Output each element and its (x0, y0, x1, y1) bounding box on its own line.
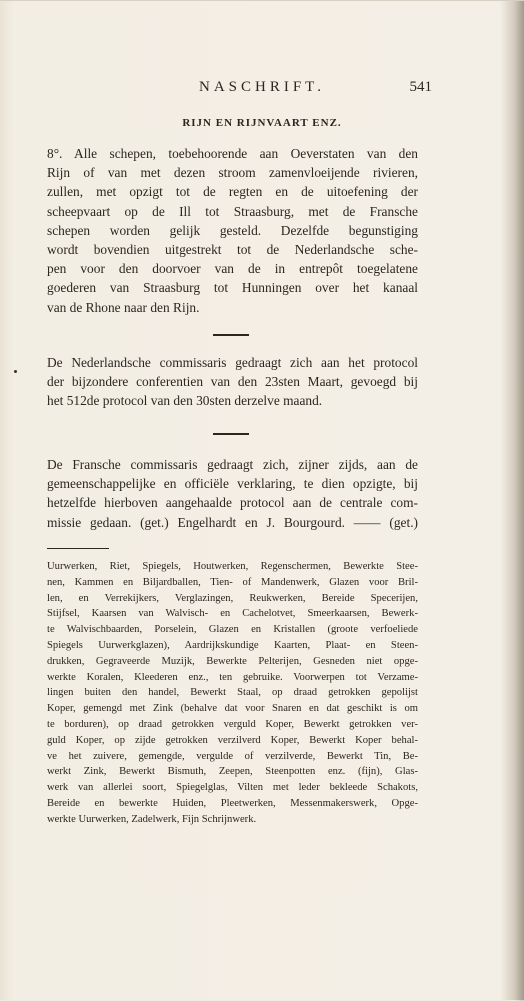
text-line: gemeenschappelijke en officiële verklaring, te dien opzigte, bij (47, 476, 418, 492)
text-line: goederen van Straasburg tot Hunningen over het kanaal (47, 280, 418, 296)
footnote-line: nen, Kammen en Biljardballen, Tien- of Mandenwerk, Glazen voor Bril- (47, 576, 418, 588)
footnote-line: Bereide en bewerkte Huiden, Pleetwerken, Messenmakerswerk, Opge- (47, 797, 418, 809)
section-divider (213, 334, 249, 336)
footnote-line: te borduren), op draad getrokken verguld Koper, Bewerkt getrokken ver- (47, 718, 418, 730)
text-line: 8°. Alle schepen, toebehoorende aan Oeverstaten van den (47, 146, 418, 161)
footnote-line: Spiegels Uurwerkglazen), Aardrijkskundige Kaarten, Plaat- en Steen- (47, 639, 418, 651)
text-line: hetzelfde hierboven aangehaalde protocol aan de centrale com- (47, 495, 418, 511)
footnote-line: werk van allerlei soort, Spiegelglas, Vilten met leder bekleede Schakots, (47, 782, 418, 794)
text-line: wordt bovendien uitgestrekt tot de Nederlandsche sche- (47, 242, 418, 258)
footnote-line: werkte Uurwerken, Zadelwerk, Fijn Schrijnwerk. (47, 813, 257, 825)
footnote-line: ve het zuivere, gemengde, vergulde of verzilverde, Bewerkt Tin, Be- (47, 750, 418, 762)
footnote-line: werkt Zink, Bewerkt Bismuth, Zeepen, Steenpotten enz. (fijn), Glas- (47, 766, 418, 778)
running-title: NASCHRIFT. (199, 79, 325, 95)
section-divider (213, 433, 249, 435)
text-line: Rijn of van met dezen stroom zamenvloeijende rivieren, (47, 165, 418, 181)
paragraph-french-commissioner (47, 455, 418, 532)
footnote-line: lingen buiten den handel, Bewerkt Staal, op draad getrokken gepolijst (47, 687, 418, 699)
running-header (0, 79, 524, 101)
footnote (47, 559, 418, 828)
text-line: het 512de protocol van den 30sten derzelve maand. (47, 393, 323, 409)
footnote-line: guld Koper, op zijde getrokken verzilverd Koper, Bewerkt Koper behal- (47, 734, 418, 746)
text-line: De Fransche commissaris gedraagt zich, zijner zijds, aan de (47, 457, 418, 472)
text-line: De Nederlandsche commissaris gedraagt zich aan het protocol (47, 355, 418, 370)
footnote-line: werkte Koralen, Kleederen enz., ten gebruike. Voorwerpen tot Verzame- (47, 671, 418, 683)
footnote-line: Stijfsel, Kaarsen van Walvisch- en Cachelotvet, Smeerkaarsen, Bewerk- (47, 608, 418, 620)
text-line: missie gedaan. (get.) Engelhardt en J. Bourgourd. —— (get.) (47, 514, 418, 530)
text-line: zullen, met opzigt tot de regten en de uitoefening der (47, 184, 418, 200)
footnote-line: te Walvischbaarden, Porselein, Glazen en Kristallen (groote verfoeliede (47, 624, 418, 636)
text-line: scheepvaart op de Ill tot Straasburg, met de Fransche (47, 203, 418, 219)
text-line: schepen worden gelijk gesteld. Dezelfde begunstiging (47, 222, 418, 238)
footnote-line: Koper, gemengd met Zink (behalve dat voor Snaren en dat geschikt is om (47, 703, 418, 715)
footnote-line: len, en Verrekijkers, Verglazingen, Reukwerken, Bereide Specerijen, (47, 592, 418, 604)
text-line: der bijzondere conferentien van den 23sten Maart, gevoegd bij (47, 374, 418, 390)
page-edge-shadow (514, 1, 524, 1001)
page-number: 541 (409, 79, 432, 95)
paragraph-dutch-commissioner (47, 353, 418, 411)
footnote-divider (47, 548, 109, 549)
text-line: pen voor den doorvoer van de in entrepôt toegelatene (47, 261, 418, 277)
section-subtitle: RIJN EN RIJNVAART ENZ. (182, 117, 342, 129)
footnote-line: Uurwerken, Riet, Spiegels, Houtwerken, Regenschermen, Bewerkte Stee- (47, 561, 418, 572)
footnote-line: drukken, Gegraveerde Muzijk, Bewerkte Pelterijen, Gesneden niet opge- (47, 655, 418, 667)
text-line: van de Rhone naar den Rijn. (47, 299, 200, 315)
paragraph-article-8 (47, 144, 418, 317)
ink-speck (14, 370, 17, 373)
